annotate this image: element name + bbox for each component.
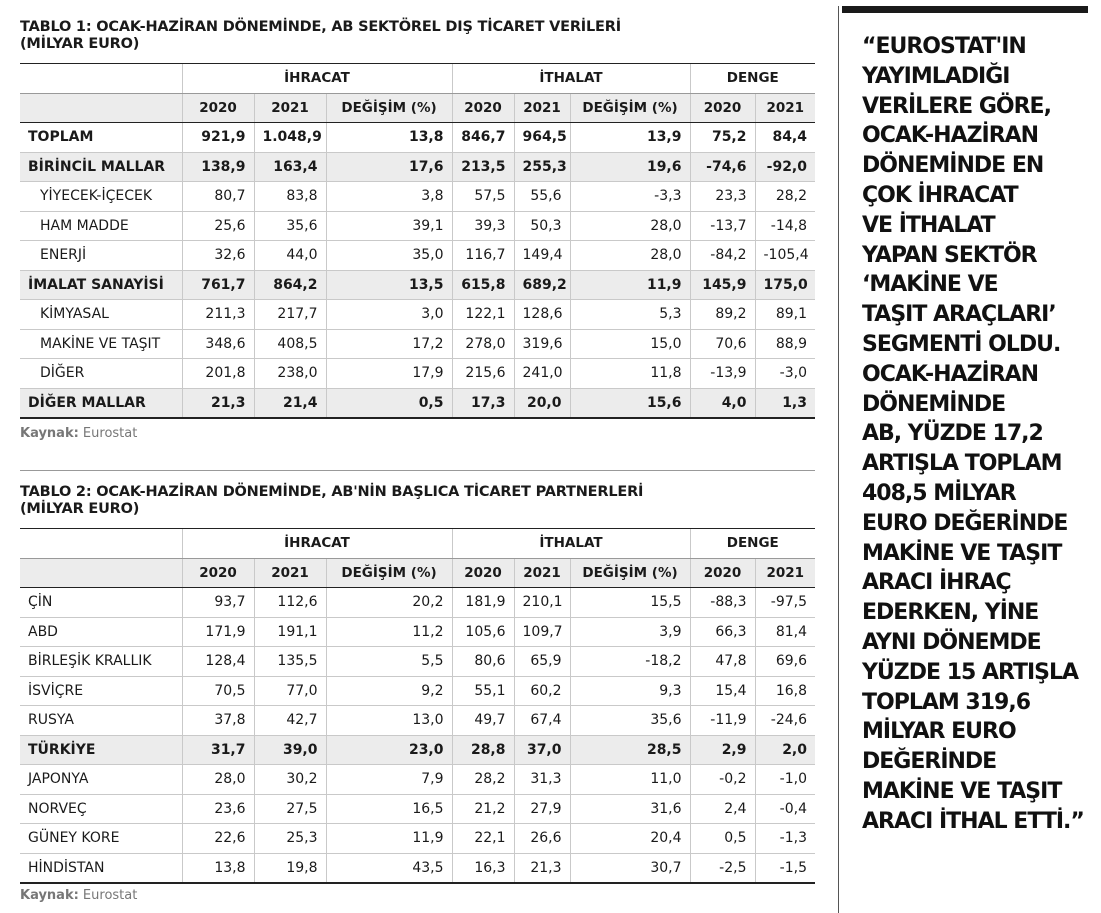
table-cell: -13,7	[690, 211, 755, 241]
table-cell: 31,3	[514, 765, 570, 795]
column-header: 2020	[690, 93, 755, 123]
quote-line: ARACI İTHAL ETTİ.”	[862, 808, 1084, 834]
table-cell: 238,0	[254, 359, 326, 389]
table-cell: 408,5	[254, 329, 326, 359]
column-header: 2020	[690, 558, 755, 588]
quote-line: ARTIŞLA TOPLAM	[862, 451, 1062, 477]
table-cell: 17,9	[326, 359, 452, 389]
table-cell: 27,5	[254, 794, 326, 824]
column-header: DEĞİŞİM (%)	[570, 558, 690, 588]
table-cell: 163,4	[254, 152, 326, 182]
table-cell: 31,7	[182, 735, 254, 765]
table-cell: 210,1	[514, 588, 570, 618]
table-cell: 213,5	[452, 152, 514, 182]
table-cell: 30,2	[254, 765, 326, 795]
column-header: 2021	[514, 93, 570, 123]
table-cell: 255,3	[514, 152, 570, 182]
row-label: JAPONYA	[20, 765, 182, 795]
column-header: 2021	[755, 558, 815, 588]
table-cell: 77,0	[254, 676, 326, 706]
table-cell: 145,9	[690, 270, 755, 300]
table-cell: 28,5	[570, 735, 690, 765]
table-cell: 84,4	[755, 123, 815, 153]
table2-title-line2: (MİLYAR EURO)	[20, 501, 140, 517]
table-cell: 28,8	[452, 735, 514, 765]
row-label: TOPLAM	[20, 123, 182, 153]
column-header: 2021	[254, 93, 326, 123]
table-cell: 23,3	[690, 182, 755, 212]
table-row	[20, 617, 815, 647]
table-cell: 57,5	[452, 182, 514, 212]
table-cell: 217,7	[254, 300, 326, 330]
table-cell: 128,4	[182, 647, 254, 677]
table-cell: 149,4	[514, 241, 570, 271]
table-cell: 4,0	[690, 388, 755, 418]
table-cell: 11,2	[326, 617, 452, 647]
table-row	[20, 647, 815, 677]
table-cell: 5,5	[326, 647, 452, 677]
table-row	[20, 359, 815, 389]
row-label: ENERJİ	[20, 241, 182, 271]
quote-line: EURO DEĞERİNDE	[862, 510, 1068, 536]
column-header: 2020	[452, 558, 514, 588]
table-cell: -0,4	[755, 794, 815, 824]
table-cell: 13,9	[570, 123, 690, 153]
table-cell: -74,6	[690, 152, 755, 182]
table-cell: 81,4	[755, 617, 815, 647]
quote-line: OCAK-HAZİRAN	[862, 123, 1039, 149]
table-cell: 109,7	[514, 617, 570, 647]
quote-line: TOPLAM 319,6	[862, 689, 1031, 715]
table-cell: 20,2	[326, 588, 452, 618]
table-row	[20, 241, 815, 271]
table-cell: 67,4	[514, 706, 570, 736]
table-cell: -1,0	[755, 765, 815, 795]
table-cell: 5,3	[570, 300, 690, 330]
table-cell: 80,6	[452, 647, 514, 677]
row-label: İMALAT SANAYİSİ	[20, 270, 182, 300]
quote-line: DEĞERİNDE	[862, 749, 997, 775]
quote-line: VE İTHALAT	[862, 212, 995, 238]
column-header: 2020	[452, 93, 514, 123]
table-cell: 171,9	[182, 617, 254, 647]
table-cell: 17,2	[326, 329, 452, 359]
group-header: İTHALAT	[452, 529, 690, 559]
table-cell: 7,9	[326, 765, 452, 795]
table-cell: 39,0	[254, 735, 326, 765]
table-cell: 25,6	[182, 211, 254, 241]
table-cell: -1,5	[755, 853, 815, 883]
group-header: DENGE	[690, 64, 815, 94]
table-separator	[20, 470, 815, 471]
table-cell: 2,9	[690, 735, 755, 765]
group-header-row	[20, 64, 815, 94]
table-row	[20, 735, 815, 765]
table-cell: 112,6	[254, 588, 326, 618]
table-cell: 201,8	[182, 359, 254, 389]
table-cell: 2,4	[690, 794, 755, 824]
table-cell: 21,4	[254, 388, 326, 418]
table-cell: 27,9	[514, 794, 570, 824]
table-cell: 39,1	[326, 211, 452, 241]
table-cell: 31,6	[570, 794, 690, 824]
table2-title-line1: TABLO 2: OCAK-HAZİRAN DÖNEMİNDE, AB'NİN BAŞLICA TİCARET PARTNERLERİ	[20, 484, 644, 500]
table-cell: 319,6	[514, 329, 570, 359]
corner-cell	[20, 93, 182, 123]
table-cell: -84,2	[690, 241, 755, 271]
table-row	[20, 676, 815, 706]
table-cell: -11,9	[690, 706, 755, 736]
row-label: ÇİN	[20, 588, 182, 618]
table-row	[20, 853, 815, 883]
column-header: DEĞİŞİM (%)	[570, 93, 690, 123]
table-cell: 211,3	[182, 300, 254, 330]
table-cell: 19,8	[254, 853, 326, 883]
table-cell: 13,0	[326, 706, 452, 736]
table-cell: 13,8	[182, 853, 254, 883]
table-cell: 9,3	[570, 676, 690, 706]
quote-line: ‘MAKİNE VE	[862, 272, 998, 298]
table-cell: 15,5	[570, 588, 690, 618]
table-cell: 11,9	[570, 270, 690, 300]
quote-line: ÇOK İHRACAT	[862, 182, 1018, 208]
table-cell: 21,2	[452, 794, 514, 824]
table-cell: 11,9	[326, 824, 452, 854]
row-label: TÜRKİYE	[20, 735, 182, 765]
table-cell: 13,5	[326, 270, 452, 300]
table1-title-line1: TABLO 1: OCAK-HAZİRAN DÖNEMİNDE, AB SEKTÖREL DIŞ TİCARET VERİLERİ	[20, 19, 621, 35]
row-label: GÜNEY KORE	[20, 824, 182, 854]
quote-line: MİLYAR EURO	[862, 719, 1016, 745]
table-cell: 47,8	[690, 647, 755, 677]
table-cell: 3,0	[326, 300, 452, 330]
table-row	[20, 270, 815, 300]
table-cell: 1,3	[755, 388, 815, 418]
table-cell: 15,6	[570, 388, 690, 418]
table-cell: 22,1	[452, 824, 514, 854]
table-cell: 9,2	[326, 676, 452, 706]
table-cell: 25,3	[254, 824, 326, 854]
table-cell: 0,5	[326, 388, 452, 418]
row-label: DİĞER MALLAR	[20, 388, 182, 418]
corner-cell	[20, 64, 182, 94]
table-cell: -2,5	[690, 853, 755, 883]
table-cell: 75,2	[690, 123, 755, 153]
quote-line: YAPAN SEKTÖR	[862, 242, 1037, 268]
group-header-row	[20, 529, 815, 559]
table-cell: 15,4	[690, 676, 755, 706]
column-header: 2020	[182, 558, 254, 588]
partners-trade-table	[20, 528, 815, 884]
row-label: İSVİÇRE	[20, 676, 182, 706]
table-cell: 37,8	[182, 706, 254, 736]
table-cell: 138,9	[182, 152, 254, 182]
column-header: 2021	[254, 558, 326, 588]
table-cell: 3,9	[570, 617, 690, 647]
table-cell: 28,0	[182, 765, 254, 795]
table1-source	[20, 426, 137, 441]
table-cell: 689,2	[514, 270, 570, 300]
table-cell: 181,9	[452, 588, 514, 618]
row-label: YİYECEK-İÇECEK	[20, 182, 182, 212]
table-cell: 348,6	[182, 329, 254, 359]
table-cell: 89,1	[755, 300, 815, 330]
table1-title	[20, 19, 621, 53]
table-cell: 60,2	[514, 676, 570, 706]
table-cell: 28,2	[755, 182, 815, 212]
row-label: BİRİNCİL MALLAR	[20, 152, 182, 182]
source-label: Kaynak:	[20, 426, 79, 441]
table-cell: 3,8	[326, 182, 452, 212]
row-label: BİRLEŞİK KRALLIK	[20, 647, 182, 677]
table-cell: -3,0	[755, 359, 815, 389]
table-row	[20, 300, 815, 330]
group-header: İTHALAT	[452, 64, 690, 94]
table-cell: 11,8	[570, 359, 690, 389]
table-cell: 16,3	[452, 853, 514, 883]
quote-line: “EUROSTAT'IN	[862, 34, 1026, 59]
table-cell: 44,0	[254, 241, 326, 271]
quote-top-bar	[842, 6, 1088, 13]
table-cell: 964,5	[514, 123, 570, 153]
table-cell: -18,2	[570, 647, 690, 677]
table-cell: 30,7	[570, 853, 690, 883]
quote-line: DÖNEMİNDE EN	[862, 153, 1044, 179]
table-cell: 28,0	[570, 241, 690, 271]
table-cell: 13,8	[326, 123, 452, 153]
table-cell: -97,5	[755, 588, 815, 618]
table-row	[20, 388, 815, 418]
quote-line: YÜZDE 15 ARTIŞLA	[862, 659, 1079, 685]
table-cell: 70,6	[690, 329, 755, 359]
table-cell: 88,9	[755, 329, 815, 359]
table-cell: 921,9	[182, 123, 254, 153]
quote-line: MAKİNE VE TAŞIT	[862, 540, 1062, 566]
column-header: 2021	[755, 93, 815, 123]
column-header: DEĞİŞİM (%)	[326, 558, 452, 588]
table-cell: 55,6	[514, 182, 570, 212]
corner-cell	[20, 558, 182, 588]
table-cell: -3,3	[570, 182, 690, 212]
table-row	[20, 182, 815, 212]
table-cell: 69,6	[755, 647, 815, 677]
table-cell: 23,0	[326, 735, 452, 765]
group-header: İHRACAT	[182, 529, 452, 559]
column-header-row	[20, 93, 815, 123]
table-cell: -13,9	[690, 359, 755, 389]
table-cell: 116,7	[452, 241, 514, 271]
table-cell: 22,6	[182, 824, 254, 854]
table-cell: 32,6	[182, 241, 254, 271]
table-cell: -14,8	[755, 211, 815, 241]
table-cell: 23,6	[182, 794, 254, 824]
row-label: HAM MADDE	[20, 211, 182, 241]
table2-title	[20, 484, 643, 518]
table-row	[20, 329, 815, 359]
quote-line: SEGMENTİ OLDU.	[862, 331, 1061, 357]
table-cell: 761,7	[182, 270, 254, 300]
table-cell: 49,7	[452, 706, 514, 736]
quote-line: MAKİNE VE TAŞIT	[862, 778, 1062, 804]
table-cell: 864,2	[254, 270, 326, 300]
source-value: Eurostat	[78, 426, 138, 441]
table-cell: 35,6	[570, 706, 690, 736]
column-header: DEĞİŞİM (%)	[326, 93, 452, 123]
table-cell: -92,0	[755, 152, 815, 182]
table-cell: -88,3	[690, 588, 755, 618]
quote-line: DÖNEMİNDE	[862, 391, 1006, 417]
table-row	[20, 588, 815, 618]
row-label: RUSYA	[20, 706, 182, 736]
quote-line: EDERKEN, YİNE	[862, 600, 1039, 626]
table2-source	[20, 888, 137, 903]
quote-line: AB, YÜZDE 17,2	[862, 421, 1043, 447]
quote-line: ARACI İHRAÇ	[862, 570, 1011, 596]
table-cell: 70,5	[182, 676, 254, 706]
table-cell: 35,6	[254, 211, 326, 241]
row-label: MAKİNE VE TAŞIT	[20, 329, 182, 359]
table-cell: 15,0	[570, 329, 690, 359]
table-cell: 16,5	[326, 794, 452, 824]
table-cell: -105,4	[755, 241, 815, 271]
source-label: Kaynak:	[20, 888, 79, 903]
table-cell: 55,1	[452, 676, 514, 706]
table-cell: 65,9	[514, 647, 570, 677]
pull-quote	[862, 32, 1097, 837]
table-cell: 28,2	[452, 765, 514, 795]
table-row	[20, 152, 815, 182]
table-cell: 215,6	[452, 359, 514, 389]
table-cell: 83,8	[254, 182, 326, 212]
table-row	[20, 211, 815, 241]
table-row	[20, 765, 815, 795]
table-row	[20, 123, 815, 153]
table-cell: -1,3	[755, 824, 815, 854]
table-cell: 39,3	[452, 211, 514, 241]
row-label: KİMYASAL	[20, 300, 182, 330]
table-cell: 191,1	[254, 617, 326, 647]
table-cell: 135,5	[254, 647, 326, 677]
table-cell: 20,0	[514, 388, 570, 418]
quote-line: OCAK-HAZİRAN	[862, 361, 1039, 387]
table-cell: 11,0	[570, 765, 690, 795]
table-row	[20, 824, 815, 854]
table-row	[20, 794, 815, 824]
table-cell: 175,0	[755, 270, 815, 300]
table-cell: 846,7	[452, 123, 514, 153]
table-cell: 21,3	[182, 388, 254, 418]
table-cell: 43,5	[326, 853, 452, 883]
row-label: HİNDİSTAN	[20, 853, 182, 883]
table-cell: 80,7	[182, 182, 254, 212]
row-label: DİĞER	[20, 359, 182, 389]
table-cell: 20,4	[570, 824, 690, 854]
group-header: İHRACAT	[182, 64, 452, 94]
table-cell: 93,7	[182, 588, 254, 618]
table-cell: 28,0	[570, 211, 690, 241]
table-cell: -0,2	[690, 765, 755, 795]
table1-title-line2: (MİLYAR EURO)	[20, 36, 140, 52]
column-header-row	[20, 558, 815, 588]
column-divider	[838, 6, 839, 913]
quote-line: YAYIMLADIĞI	[862, 63, 1010, 89]
quote-line: VERİLERE GÖRE,	[862, 93, 1051, 119]
table-cell: 128,6	[514, 300, 570, 330]
group-header: DENGE	[690, 529, 815, 559]
table-row	[20, 706, 815, 736]
table-cell: 19,6	[570, 152, 690, 182]
quote-line: AYNI DÖNEMDE	[862, 629, 1041, 655]
table-cell: 21,3	[514, 853, 570, 883]
row-label: ABD	[20, 617, 182, 647]
table-cell: 17,3	[452, 388, 514, 418]
table-cell: 66,3	[690, 617, 755, 647]
table-cell: 2,0	[755, 735, 815, 765]
table-cell: 278,0	[452, 329, 514, 359]
table-cell: 50,3	[514, 211, 570, 241]
source-value: Eurostat	[78, 888, 138, 903]
column-header: 2021	[514, 558, 570, 588]
quote-line: TAŞIT ARAÇLARI’	[862, 302, 1056, 328]
table-cell: 35,0	[326, 241, 452, 271]
table-cell: 0,5	[690, 824, 755, 854]
table-cell: 16,8	[755, 676, 815, 706]
corner-cell	[20, 529, 182, 559]
table-cell: 17,6	[326, 152, 452, 182]
quote-line: 408,5 MİLYAR	[862, 480, 1016, 506]
table-cell: 615,8	[452, 270, 514, 300]
table-cell: 26,6	[514, 824, 570, 854]
table-cell: 1.048,9	[254, 123, 326, 153]
table-cell: 42,7	[254, 706, 326, 736]
column-header: 2020	[182, 93, 254, 123]
table-cell: -24,6	[755, 706, 815, 736]
row-label: NORVEÇ	[20, 794, 182, 824]
table-cell: 122,1	[452, 300, 514, 330]
table-cell: 37,0	[514, 735, 570, 765]
sector-trade-table	[20, 63, 815, 419]
table-cell: 241,0	[514, 359, 570, 389]
table-cell: 105,6	[452, 617, 514, 647]
table-cell: 89,2	[690, 300, 755, 330]
